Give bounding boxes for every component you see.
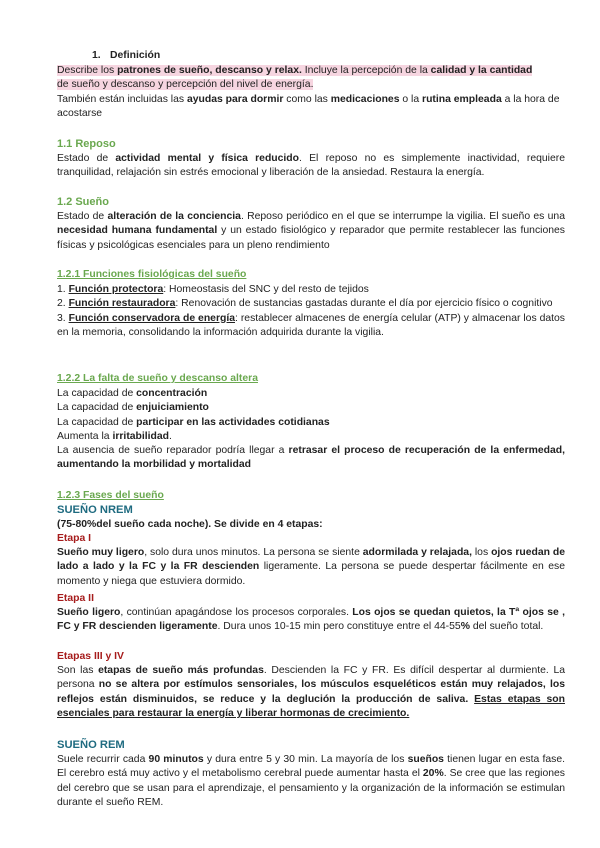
heading-fases: 1.2.3 Fases del sueño [57,490,164,501]
heading-nrem: SUEÑO NREM [57,504,133,516]
list-item: 1. Función protectora: Homeostasis del SNC y del resto de tejidos [57,284,369,295]
paragraph-reposo: Estado de actividad mental y física reducido. El reposo no es simplemente inactividad, requiere tranquilidad, relajación sin estrés emocional y liberación de la ansiedad. Restaura la energía. [57,153,566,179]
nrem-subtitle: (75-80%del sueño cada noche). Se divide en 4 etapas: [57,519,323,530]
list-item: 2. Función restauradora: Renovación de sustancias gastadas durante el día por ejercicio físico o cognitivo [57,298,553,310]
list-falta [57,387,565,473]
list-item: 3. Función conservadora de energía: restablecer almacenes de energía celular (ATP) y almacenar los datos en la memoria, consolidando la información adquirida durante la vigilia. [57,312,565,338]
label-etapa-1: Etapa I [57,533,92,544]
list-item: La capacidad de participar en las actividades cotidianas [57,416,330,428]
heading-sueno: 1.2 Sueño [57,196,109,208]
paragraph-etapa-1: Sueño muy ligero, solo dura unos minutos. La persona se siente adormilada y relajada, los ojos ruedan de lado a lado y la FC y la FR descienden ligeramente. La persona se puede despertar fácilmente en ese momento y niega que estuviera dormido. [57,547,566,587]
paragraph-etapa-3-4: Son las etapas de sueño más profundas. Descienden la FC y FR. Es difícil despertar al durmiente. La persona no se altera por estímulos sensoriales, los músculos esqueléticos están muy relajados, los reflejos están disminuidos, se reduce y la deglución la producción de saliva. Estas etapas son esenciales para restaurar la energía y liberar hormonas de crecimiento. [57,665,566,719]
heading-falta: 1.2.2 La falta de sueño y descanso altera [57,373,258,384]
intro-paragraph: Describe los patrones de sueño, descanso y relax. Incluye la percepción de la calidad y la cantidad de sueño y descanso y percepción del nivel de energía. También están incluidas las ayudas para dormir como las medicaciones o la rutina empleada a la hora de acostarse [57,65,560,119]
list-item: La capacidad de enjuiciamiento [57,402,209,414]
heading-funciones: 1.2.1 Funciones fisiológicas del sueño [57,269,247,280]
paragraph-etapa-2: Sueño ligero, continúan apagándose los procesos corporales. Los ojos se quedan quietos, la Tª ojos se , FC y FR descienden ligeramente. Dura unos 10-15 min pero constituye entre el 44-55% del sueño total. [57,607,566,633]
heading-rem: SUEÑO REM [57,739,125,751]
falta-paragraph: La ausencia de sueño reparador podría llegar a retrasar el proceso de recuperación de la enfermedad, aumentando la morbilidad y mortalidad [57,445,565,471]
section-title: 1. Definición [92,50,161,61]
paragraph-rem: Suele recurrir cada 90 minutos y dura entre 5 y 30 min. La mayoría de los sueños tienen lugar en esta fase. El cerebro está muy activo y el metabolismo cerebral puede aumentar hasta el 20%. Se cree que las regiones del cerebro que se usan para el aprendizaje, el pensamiento y la organización de la información se estimulan durante el sueño REM. [57,754,565,808]
label-etapa-2: Etapa II [57,593,94,604]
heading-reposo: 1.1 Reposo [57,138,116,150]
list-item: La capacidad de concentración [57,388,208,399]
list-funciones [57,283,565,340]
label-etapa-3-4: Etapas III y IV [57,651,124,662]
list-item: Aumenta la irritabilidad. [57,430,172,442]
paragraph-sueno: Estado de alteración de la conciencia. Reposo periódico en el que se interrumpe la vigilia. El sueño es una necesidad humana fundamental y un estado fisiológico y reparador que permite restablecer las funciones físicas y psicológicas esenciales para un pleno rendimiento [57,211,565,251]
